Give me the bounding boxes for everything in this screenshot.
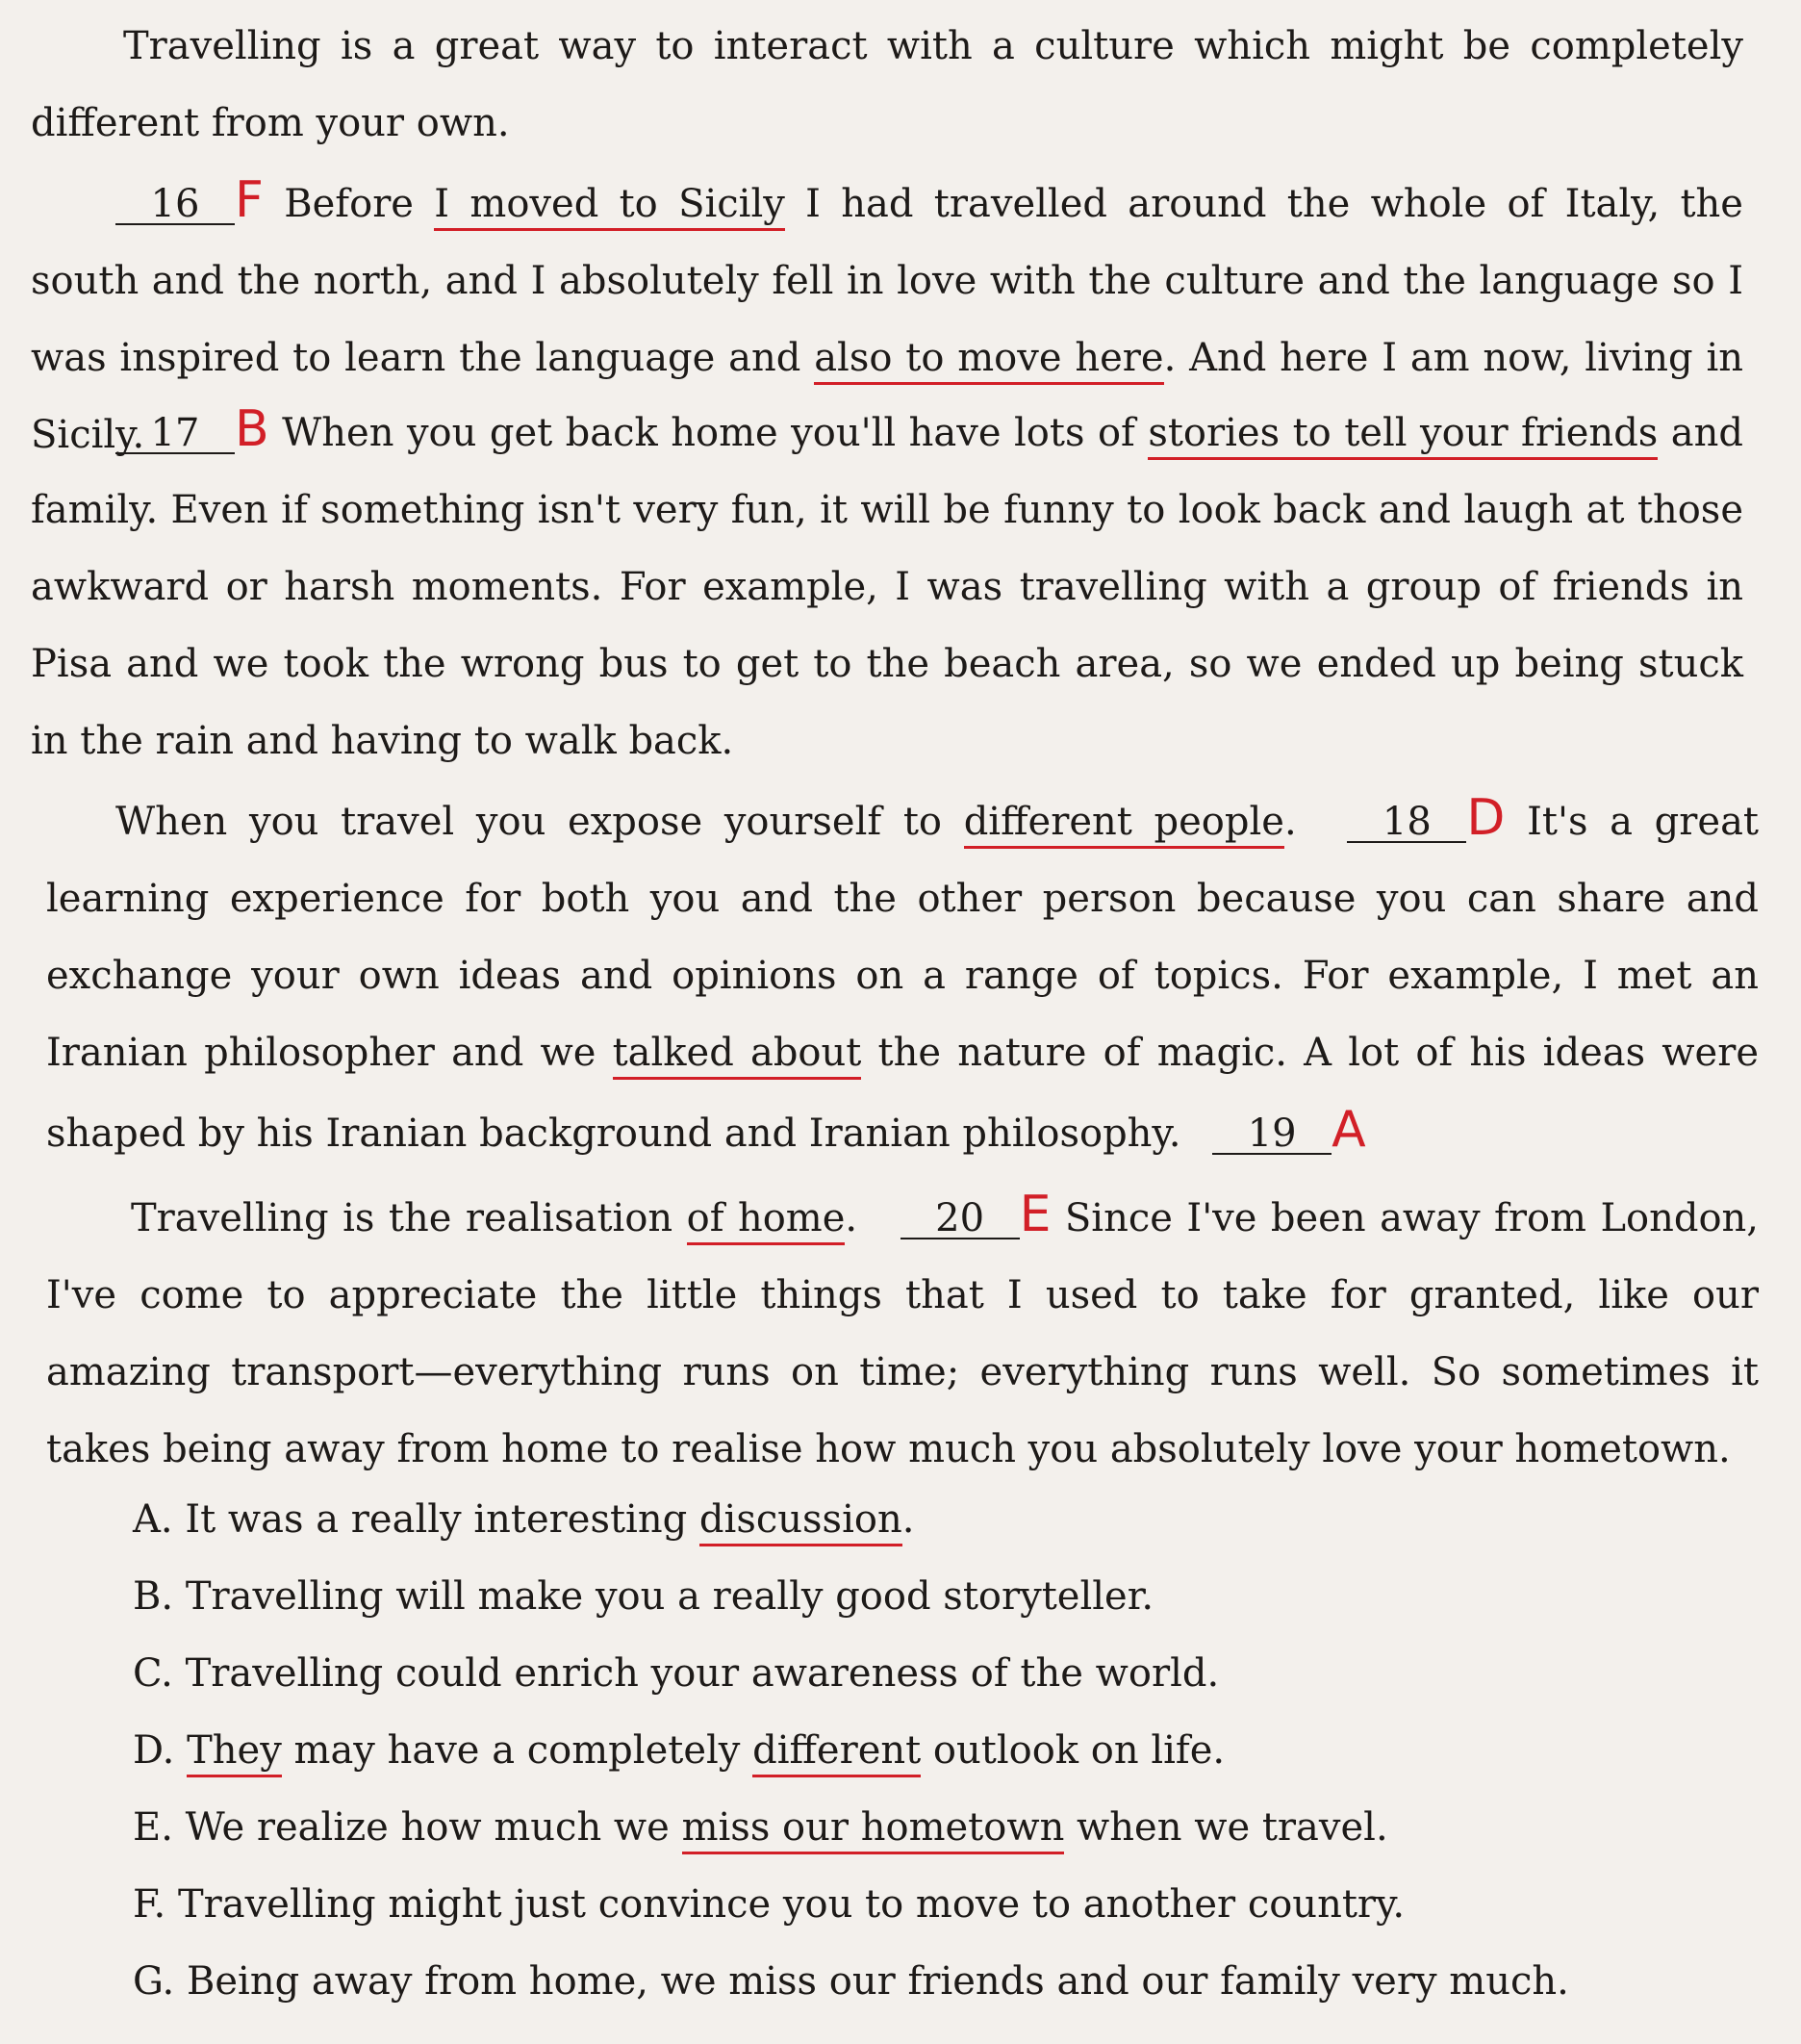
- option-text: It was a really interesting: [185, 1497, 699, 1542]
- option-text: when we travel.: [1064, 1805, 1388, 1850]
- underlined-phrase: of home: [687, 1196, 846, 1245]
- intro-paragraph: Travelling is a great way to interact with a culture which might be completely different from your own.: [31, 24, 1743, 145]
- blank-number: 19: [1247, 1111, 1297, 1156]
- underlined-phrase: miss our hometown: [682, 1805, 1065, 1854]
- option-letter: F.: [133, 1882, 166, 1927]
- paragraph-text: Before: [284, 182, 435, 226]
- paragraph-text: I had travelled around the whole of Italy, the south and the north, and I absolutely fell in love with the culture and the language so I was inspired to learn the language and: [31, 182, 1743, 380]
- answer-blank-16[interactable]: [115, 182, 235, 226]
- underlined-phrase: different people: [964, 800, 1284, 849]
- handwritten-answer-19: A: [1332, 1101, 1366, 1159]
- answer-blank-19[interactable]: [1212, 1111, 1332, 1156]
- option-e[interactable]: [133, 1805, 1388, 1850]
- underlined-phrase: talked about: [613, 1031, 862, 1080]
- option-letter: E.: [133, 1805, 173, 1850]
- underlined-phrase: different: [752, 1728, 921, 1777]
- option-text: Being away from home, we miss our friends and our family very much.: [186, 1959, 1569, 2004]
- answer-blank-17[interactable]: [115, 411, 235, 455]
- answer-blank-18[interactable]: [1347, 800, 1466, 844]
- option-text: may have a completely: [281, 1728, 753, 1773]
- paragraph-text: Since I've been away from London, I've come to appreciate the little things that I used to take for granted, like our amazing transport—everything runs on time; everything runs well. So sometimes it takes being away from home to realise how much you absolutely love your hometown.: [46, 1196, 1760, 1471]
- blank-number: 16: [150, 182, 200, 226]
- underlined-phrase: discussion: [699, 1497, 902, 1546]
- option-text: Travelling could enrich your awareness of the world.: [185, 1651, 1220, 1696]
- underlined-phrase: stories to tell your friends: [1148, 411, 1658, 460]
- handwritten-answer-20: E: [1019, 1186, 1052, 1243]
- option-g[interactable]: [133, 1959, 1569, 2004]
- handwritten-answer-17: B: [235, 400, 269, 458]
- answer-blank-20[interactable]: [900, 1196, 1020, 1240]
- option-letter: B.: [133, 1574, 174, 1619]
- handwritten-answer-18: D: [1466, 789, 1506, 847]
- option-letter: G.: [133, 1959, 175, 2004]
- option-text: Travelling might just convince you to move to another country.: [177, 1882, 1406, 1927]
- underlined-phrase: They: [187, 1728, 282, 1777]
- paragraph-text: When you travel you expose yourself to: [115, 800, 964, 844]
- underlined-phrase: I moved to Sicily: [434, 182, 785, 231]
- option-letter: A.: [133, 1497, 173, 1542]
- option-text: We realize how much we: [185, 1805, 682, 1850]
- paragraph-20: [46, 1176, 1759, 1488]
- paragraph-text: .: [845, 1196, 858, 1240]
- option-c[interactable]: [133, 1651, 1219, 1696]
- handwritten-answer-16: F: [235, 171, 264, 229]
- blank-number: 18: [1382, 800, 1432, 844]
- blank-number: 17: [150, 411, 200, 455]
- paragraph-text: Travelling is the realisation: [131, 1196, 687, 1240]
- paragraph-text: the nature of magic. A lot of his ideas were shaped by his Iranian background and Iranian philosophy.: [46, 1031, 1759, 1156]
- option-text: .: [901, 1497, 915, 1542]
- underlined-phrase: also to move here: [814, 336, 1163, 385]
- paragraph-18: [46, 779, 1759, 1172]
- option-a[interactable]: [133, 1497, 914, 1542]
- paragraph-17: [31, 391, 1743, 779]
- option-letter: C.: [133, 1651, 173, 1696]
- paragraph-text: . And here I am now, living in Sicily.: [31, 336, 1744, 457]
- option-b[interactable]: [133, 1574, 1154, 1619]
- paragraph-text: and family. Even if something isn't very fun, it will be funny to look back and laugh at those awkward or harsh moments. For example, I was travelling with a group of friends in Pisa and we took the wrong bus to get to the beach area, so we ended up being stuck in the rain and having to walk back.: [31, 411, 1744, 763]
- paragraph-text: It's a great learning experience for both you and the other person because you can share and exchange your own ideas and opinions on a range of topics. For example, I met an Iranian philosopher and we: [46, 800, 1760, 1075]
- paragraph-text: When you get back home you'll have lots of: [282, 411, 1149, 455]
- option-f[interactable]: [133, 1882, 1405, 1927]
- paragraph-text: .: [1283, 800, 1297, 844]
- option-text: outlook on life.: [921, 1728, 1226, 1773]
- option-text: Travelling will make you a really good storyteller.: [185, 1574, 1154, 1619]
- blank-number: 20: [935, 1196, 985, 1240]
- option-d[interactable]: [133, 1728, 1225, 1773]
- option-letter: D.: [133, 1728, 175, 1773]
